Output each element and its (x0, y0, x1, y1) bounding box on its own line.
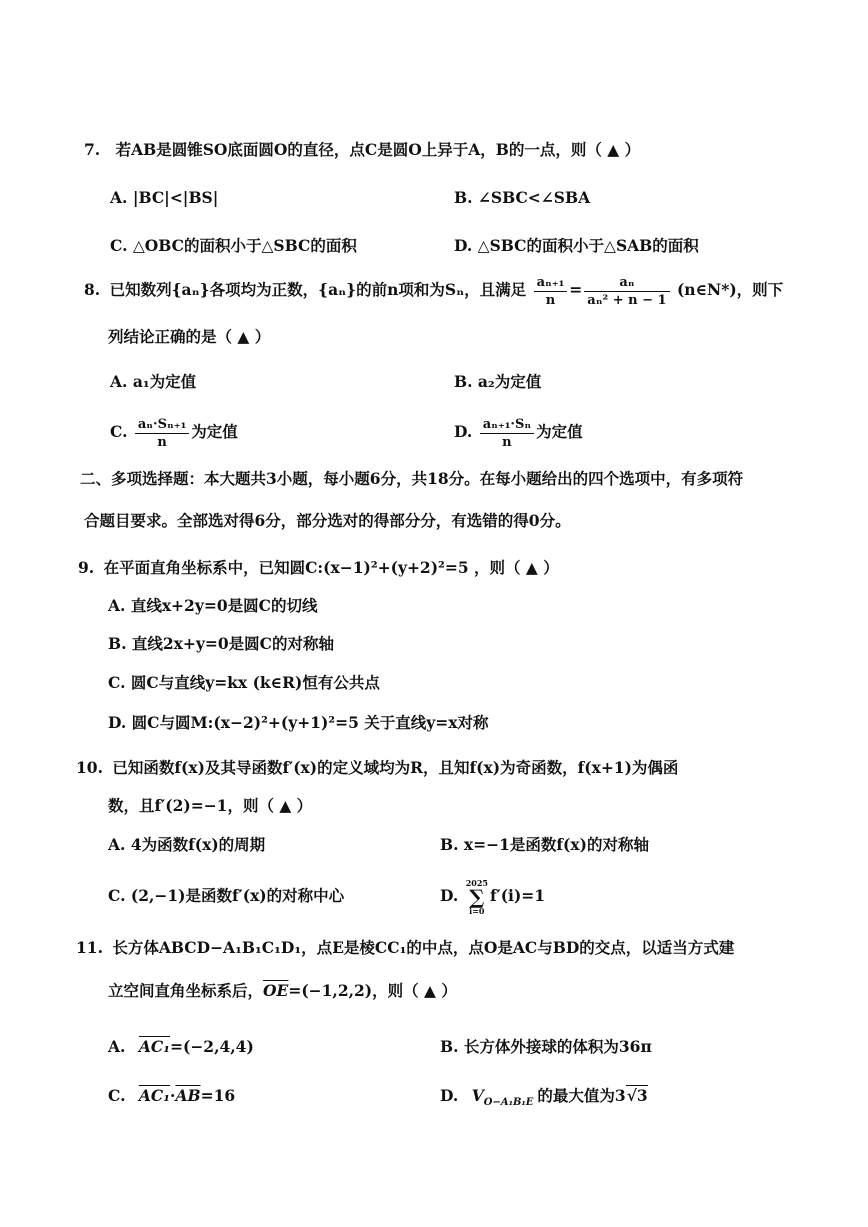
q11-option-d-root: √3 (626, 1086, 648, 1105)
q11-option-c (108, 1084, 235, 1108)
q10-sum-upper: 2025 (465, 878, 488, 888)
q11-option-c-tail: =16 (200, 1086, 236, 1105)
q11-number: 11. (76, 938, 103, 957)
q8-option-d (454, 410, 583, 454)
q11-text2b: =(−1,2,2)，则（ ▲ ） (288, 981, 457, 1000)
q11-vector-oe: $\overline{OE}$ (263, 981, 289, 1000)
q8-option-c-denominator: n (157, 434, 167, 450)
section2-line1: 二、多项选择题：本大题共3小题，每小题6分，共18分。在每小题给出的四个选项中，有多项符 (80, 469, 744, 488)
q8-text-a: 已知数列{aₙ}各项均为正数，{aₙ}的前n项和为Sₙ，且满足 (109, 280, 527, 299)
q8-rhs-fraction (584, 274, 669, 309)
q10-text1: 已知函数f(x)及其导函数f′(x)的定义域均为R，且知f(x)为奇函数，f(x+1)为偶函 (112, 758, 679, 777)
q8-option-c-tail: 为定值 (191, 422, 238, 441)
q10-option-c: C. (2,−1)是函数f′(x)的对称中心 (108, 886, 345, 905)
q11-text1: 长方体ABCD−A₁B₁C₁D₁，点E是棱CC₁的中点，点O是AC与BD的交点，以适当方式建 (112, 938, 735, 957)
q8-option-d-tail: 为定值 (536, 422, 583, 441)
q11-option-c-vector2: $\overline{AB}$ (175, 1086, 201, 1105)
q11-option-c-label: C. (108, 1086, 126, 1105)
q8-rhs-denominator: aₙ² + n − 1 (587, 292, 667, 308)
q11-option-b: B. 长方体外接球的体积为36π (440, 1037, 652, 1056)
q10-option-b: B. x=−1是函数f(x)的对称轴 (440, 835, 649, 854)
q8-option-d-label: D. (454, 422, 473, 441)
q10-stem (76, 756, 678, 780)
q11-option-d-v: V (471, 1086, 484, 1105)
q11-option-c-vector1: AC₁ (138, 1086, 171, 1105)
q9-option-c: C. 圆C与直线y=kx (k∈R)恒有公共点 (108, 673, 380, 692)
q11-stem-cont (108, 979, 457, 1003)
q10-stem-cont: 数，且f′(2)=−1，则（ ▲ ） (108, 796, 313, 815)
q10-option-d-summation (466, 878, 488, 916)
q11-stem (76, 936, 734, 960)
sigma-symbol: ∑ (469, 885, 485, 909)
q9-option-d: D. 圆C与圆M:(x−2)²+(y+1)²=5 关于直线y=x对称 (108, 713, 489, 732)
q9-number: 9. (78, 558, 95, 577)
q9-option-b: B. 直线2x+y=0是圆C的对称轴 (108, 634, 335, 653)
q8-option-c-fraction (135, 416, 189, 451)
q10-sum-lower: i=0 (469, 906, 485, 916)
q7-text: 若AB是圆锥SO底面圆O的直径，点C是圆O上异于A，B的一点，则（ ▲ ） (115, 140, 641, 159)
q10-option-d (440, 872, 545, 920)
q8-rhs-numerator: aₙ (584, 274, 669, 292)
q10-number: 10. (76, 758, 103, 777)
q8-option-d-denominator: n (502, 434, 512, 450)
q11-option-d (440, 1084, 648, 1115)
section2-line2: 合题目要求。全部选对得6分，部分选对的得部分分，有选错的得0分。 (84, 511, 571, 530)
q11-option-d-mid: 的最大值为3 (537, 1086, 626, 1105)
q11-option-c-dot: · (170, 1086, 176, 1105)
q8-option-b: B. a₂为定值 (454, 372, 542, 391)
q11-option-a-label: A. (108, 1037, 126, 1056)
q11-option-a-tail: =(−2,4,4) (170, 1037, 254, 1056)
q10-option-a: A. 4为函数f(x)的周期 (108, 835, 266, 854)
q8-lhs-numerator: aₙ₊₁ (534, 274, 568, 292)
q9-stem (78, 556, 559, 580)
q11-option-d-subscript: O−A₁B₁E (483, 1097, 534, 1109)
q8-stem-cont: 列结论正确的是（ ▲ ） (108, 327, 271, 346)
q8-option-c (110, 410, 238, 454)
q7-stem (84, 138, 640, 162)
q7-option-a: A. |BC|<|BS| (110, 188, 219, 207)
q7-option-c: C. △OBC的面积小于△SBC的面积 (110, 236, 357, 255)
q8-text-b: (n∈N*)，则下 (676, 280, 784, 299)
q8-lhs-denominator: n (545, 292, 556, 308)
q7-option-d: D. △SBC的面积小于△SAB的面积 (454, 236, 699, 255)
q10-option-d-tail: f′(i)=1 (489, 886, 546, 905)
q9-text: 在平面直角坐标系中，已知圆C:(x−1)²+(y+2)²=5 ，则（ ▲ ） (103, 558, 559, 577)
q8-option-c-numerator: aₙ·Sₙ₊₁ (135, 416, 189, 434)
q10-option-d-label: D. (440, 886, 459, 905)
q8-option-d-numerator: aₙ₊₁·Sₙ (480, 416, 534, 434)
q11-option-a (108, 1035, 254, 1059)
q11-option-a-vector: AC₁ (138, 1037, 170, 1056)
q8-lhs-fraction (534, 274, 568, 309)
q8-option-c-label: C. (110, 422, 128, 441)
q11-option-d-label: D. (440, 1086, 459, 1105)
q11-text2a: 立空间直角坐标系后， (108, 981, 264, 1000)
q7-option-b: B. ∠SBC<∠SBA (454, 188, 591, 207)
q8-option-a: A. a₁为定值 (110, 372, 197, 391)
q8-number: 8. (84, 280, 101, 299)
q8-stem: 8. 已知数列{aₙ}各项均为正数，{aₙ}的前n项和为Sₙ，且满足 $\frac{\text{aₙ₊₁}}{n}$ = $\frac{\text{aₙ}}{\text{aₙ² + n − 1}}$ (n∈N*)，则下 (84, 274, 784, 308)
q7-number: 7. (84, 140, 101, 159)
q9-option-a: A. 直线x+2y=0是圆C的切线 (108, 596, 318, 615)
q8-option-d-fraction (480, 416, 534, 451)
